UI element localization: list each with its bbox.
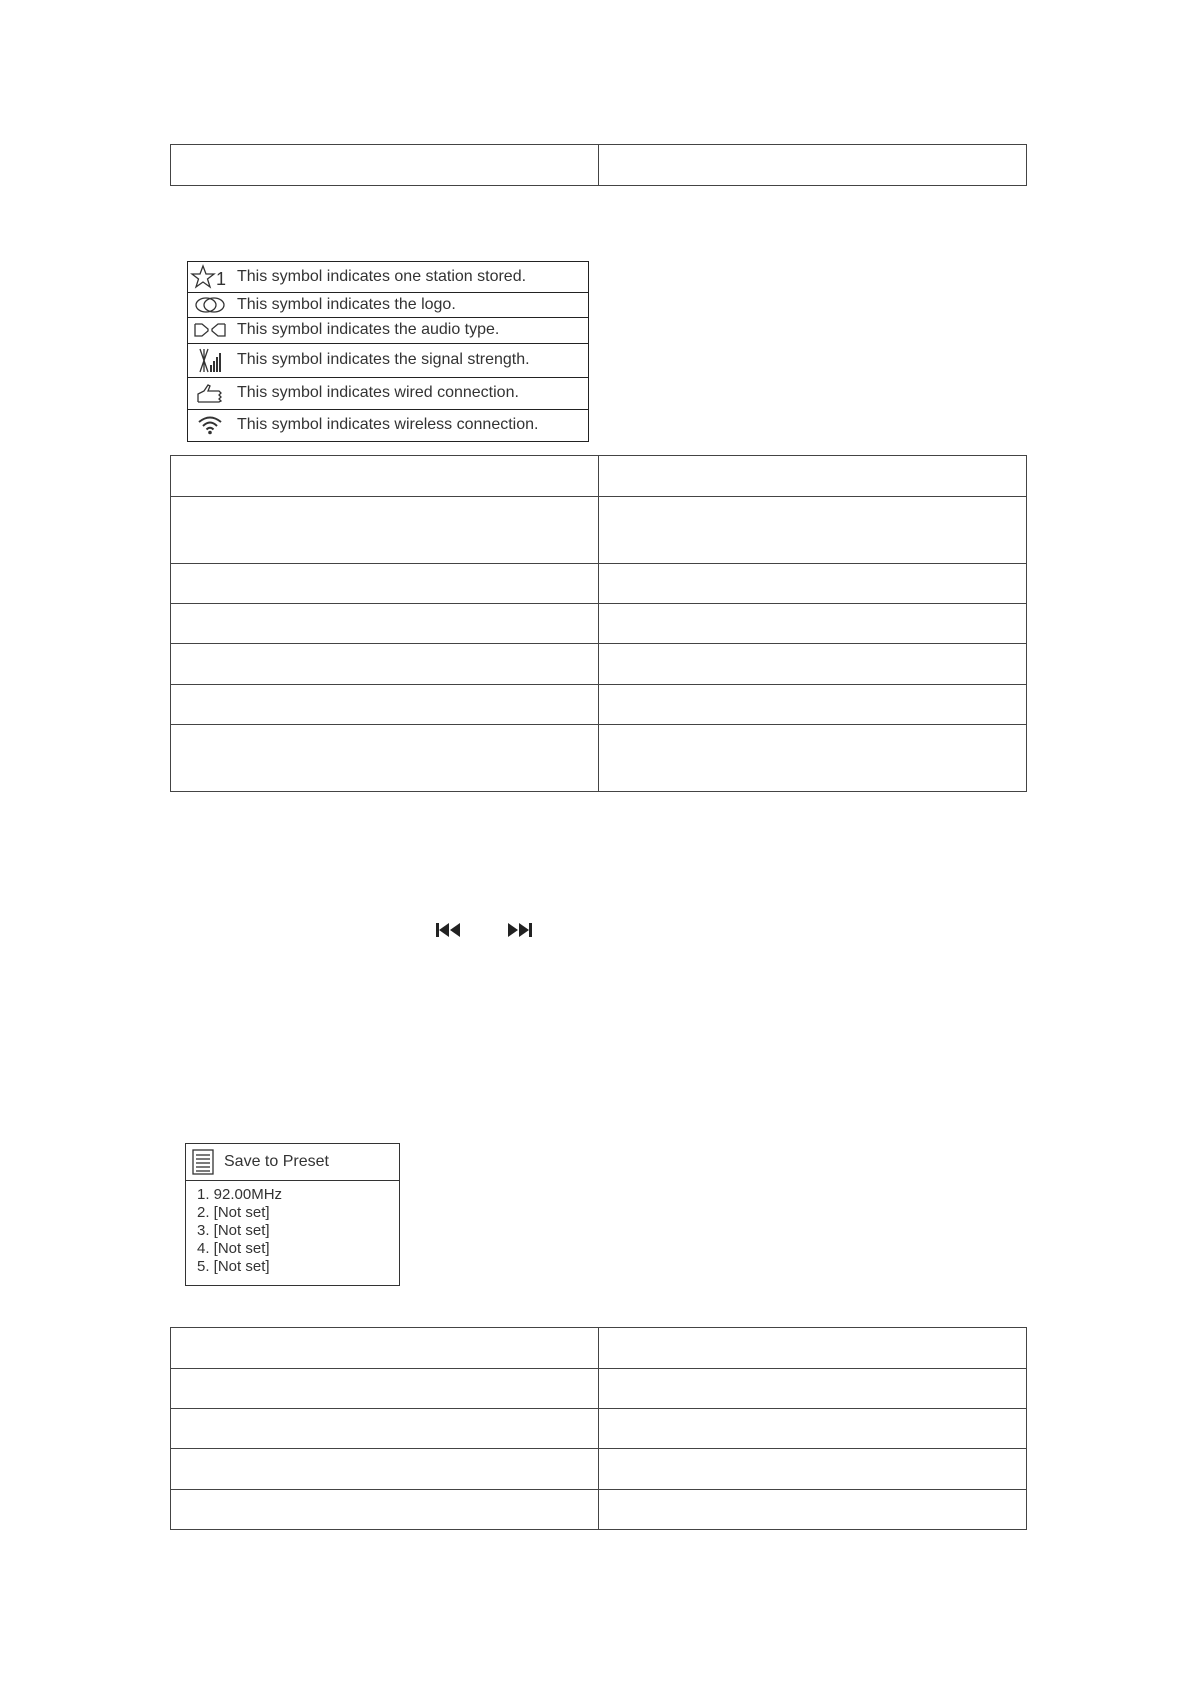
- dialog-header: [186, 1144, 399, 1181]
- skip-next-icon: [506, 921, 536, 939]
- legend-text: This symbol indicates the audio type.: [237, 321, 500, 338]
- table-cell: [599, 644, 1027, 685]
- wifi-icon: [188, 415, 232, 435]
- table-cell: [599, 145, 1027, 186]
- table-row: [171, 456, 1027, 497]
- table-cell: [599, 1328, 1027, 1369]
- table-row: [171, 1369, 1027, 1409]
- table-row: [171, 145, 1027, 186]
- middle-table: [170, 455, 1027, 792]
- preset-item[interactable]: 3. [Not set]: [197, 1222, 270, 1239]
- save-to-preset-dialog: [185, 1143, 400, 1286]
- legend-text: This symbol indicates the logo.: [237, 295, 456, 313]
- list-icon: [192, 1149, 214, 1175]
- preset-item[interactable]: 1. 92.00MHz: [197, 1186, 283, 1203]
- legend-text: This symbol indicates wireless connection.: [237, 415, 539, 433]
- table-cell: [599, 604, 1027, 644]
- legend-text: This symbol indicates wired connection.: [237, 384, 519, 401]
- table-cell: [171, 1409, 599, 1449]
- table-row: [171, 725, 1027, 792]
- table-cell: [171, 1328, 599, 1369]
- top-table: [170, 144, 1027, 186]
- table-cell: [171, 497, 599, 564]
- preset-item[interactable]: 5. [Not set]: [197, 1258, 270, 1275]
- table-row: [171, 1449, 1027, 1490]
- table-row: [171, 685, 1027, 725]
- preset-item[interactable]: 2. [Not set]: [197, 1204, 270, 1221]
- table-cell: [171, 1490, 599, 1530]
- legend-row-station-stored: [188, 262, 588, 293]
- logo-icon: [188, 296, 232, 314]
- table-cell: [171, 604, 599, 644]
- table-cell: [599, 725, 1027, 792]
- station-number: 1: [216, 269, 227, 289]
- table-cell: [599, 1449, 1027, 1490]
- preset-item[interactable]: 4. [Not set]: [197, 1240, 270, 1257]
- legend-row-audio-type: [188, 317, 588, 344]
- skip-previous-icon: [434, 921, 464, 939]
- table-row: [171, 644, 1027, 685]
- table-row: [171, 497, 1027, 564]
- table-cell: [171, 1369, 599, 1409]
- wired-connection-icon: [188, 382, 232, 404]
- preset-list: [197, 1186, 282, 1276]
- table-cell: [171, 644, 599, 685]
- table-cell: [171, 1449, 599, 1490]
- table-cell: [599, 456, 1027, 497]
- table-cell: [171, 725, 599, 792]
- legend-row-wired: [188, 377, 588, 410]
- table-cell: [171, 145, 599, 186]
- legend-row-wireless: [188, 409, 588, 440]
- table-cell: [171, 456, 599, 497]
- legend-row-logo: [188, 292, 588, 318]
- legend-text: This symbol indicates one station stored.: [237, 268, 527, 285]
- table-cell: [599, 1490, 1027, 1530]
- table-cell: [599, 1369, 1027, 1409]
- star-icon: [188, 264, 232, 290]
- table-row: [171, 604, 1027, 644]
- table-cell: [599, 497, 1027, 564]
- table-cell: [599, 1409, 1027, 1449]
- legend-text: This symbol indicates the signal strength.: [237, 351, 530, 368]
- symbol-legend: [187, 261, 589, 442]
- table-cell: [171, 564, 599, 604]
- table-row: [171, 564, 1027, 604]
- table-row: [171, 1490, 1027, 1530]
- table-row: [171, 1328, 1027, 1369]
- legend-row-signal-strength: [188, 343, 588, 378]
- dialog-title: Save to Preset: [224, 1153, 329, 1170]
- table-cell: [599, 685, 1027, 725]
- signal-strength-icon: [188, 346, 232, 374]
- table-cell: [599, 564, 1027, 604]
- table-cell: [171, 685, 599, 725]
- bottom-table: [170, 1327, 1027, 1530]
- speaker-icon: [188, 322, 232, 338]
- table-row: [171, 1409, 1027, 1449]
